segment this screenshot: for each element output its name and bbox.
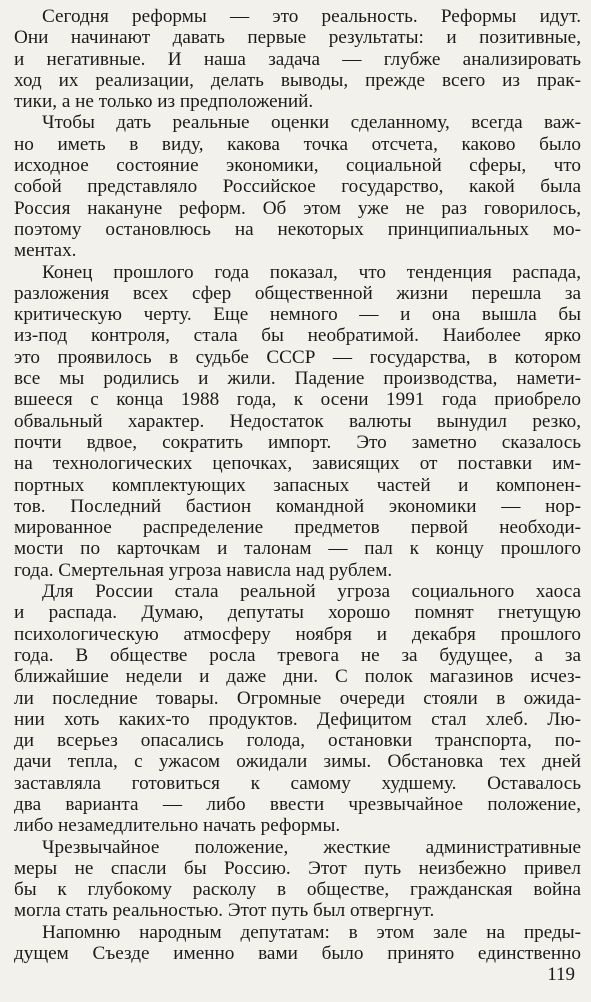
page-number: 119	[547, 964, 575, 985]
paragraph	[14, 581, 581, 837]
text-line: собой представляло Российское государство, какой была	[14, 176, 581, 198]
paragraph	[14, 837, 581, 922]
text-line: года. В обществе росла тревога не за будущее, а за	[14, 644, 581, 666]
text-line: Они начинают давать первые результаты: и позитивные,	[14, 27, 581, 49]
text-line: ход их реализации, делать выводы, прежде всего из прак-	[14, 69, 581, 91]
text-line: Конец прошлого года показал, что тенденция распада,	[42, 261, 581, 283]
text-line: портных комплектующих запасных частей и компонен-	[14, 474, 581, 496]
text-line: Россия накануне реформ. Об этом уже не раз говорилось,	[14, 197, 581, 219]
text-line: меры не спасли бы Россию. Этот путь неизбежно привел	[14, 857, 581, 879]
text-line: тики, а не только из предположений.	[14, 91, 314, 113]
text-line: все мы родились и жили. Падение производства, намети-	[14, 368, 581, 390]
text-line: Для России стала реальной угроза социального хаоса	[42, 581, 581, 603]
text-line: психологическую атмосферу ноября и декабря прошлого	[14, 623, 581, 645]
text-line: обвальный характер. Недостаток валюты вынудил резко,	[14, 410, 581, 432]
text-line: и распада. Думаю, депутаты хорошо помнят гнетущую	[14, 602, 581, 624]
text-line: ди всерьез опасались голода, остановки транспорта, по-	[14, 730, 581, 752]
paragraph	[14, 6, 581, 112]
text-line: Напомню народным депутатам: в этом зале на преды-	[42, 921, 581, 943]
text-line: разложения всех сфер общественной жизни перешла за	[14, 282, 581, 304]
text-line: но иметь в виду, какова точка отсчета, каково было	[14, 133, 581, 155]
text-line: ли последние товары. Огромные очереди стояли в ожида-	[14, 687, 581, 709]
text-line: Сегодня реформы — это реальность. Реформы идут.	[42, 6, 581, 27]
text-line: и негативные. И наша задача — глубже анализировать	[14, 48, 581, 70]
text-line: тов. Последний бастион командной экономики — нор-	[14, 495, 581, 517]
text-line: либо незамедлительно начать реформы.	[14, 815, 341, 837]
text-line: критическую черту. Еще немного — и она вышла бы	[14, 304, 581, 326]
text-line: два варианта — либо ввести чрезвычайное положение,	[14, 793, 581, 815]
text-line: заставляла готовиться к самому худшему. Оставалось	[14, 772, 581, 794]
text-line: ментах.	[14, 240, 77, 262]
body-text	[14, 6, 581, 964]
text-line: года. Смертельная угроза нависла над рублем.	[14, 559, 393, 581]
text-line: это проявилось в судьбе СССР — государства, в котором	[14, 346, 581, 368]
text-line: мированное распределение предметов первой необходи-	[14, 517, 581, 539]
text-line: могла стать реальностью. Этот путь был отвергнут.	[14, 900, 435, 922]
paragraph	[14, 262, 581, 581]
text-line: почти вдвое, сократить импорт. Это заметно сказалось	[14, 431, 581, 453]
text-line: поэтому остановлюсь на некоторых принципиальных мо-	[14, 218, 581, 240]
text-line: из-под контроля, стала бы необратимой. Наиболее ярко	[14, 325, 581, 347]
paragraph	[14, 922, 581, 965]
text-line: бы к глубокому расколу в обществе, гражданская война	[14, 879, 581, 901]
text-line: ближайшие недели и даже дни. С полок магазинов исчез-	[14, 666, 581, 688]
text-line: исходное состояние экономики, социальной сферы, что	[14, 155, 581, 177]
text-line: Чрезвычайное положение, жесткие административные	[42, 836, 581, 858]
text-line: вшееся с конца 1988 года, к осени 1991 года приобрело	[14, 389, 581, 411]
text-line: дачи тепла, с ужасом ожидали зимы. Обстановка тех дней	[14, 751, 581, 773]
text-line: на технологических цепочках, зависящих от поставки им-	[14, 453, 581, 475]
text-line: нии хоть каких-то продуктов. Дефицитом стал хлеб. Лю-	[14, 708, 581, 730]
text-line: Чтобы дать реальные оценки сделанному, всегда важ-	[42, 112, 581, 134]
text-line: мости по карточкам и талонам — пал к концу прошлого	[14, 538, 581, 560]
text-line: дущем Съезде именно вами было принято единственно	[14, 943, 581, 965]
paragraph	[14, 112, 581, 261]
